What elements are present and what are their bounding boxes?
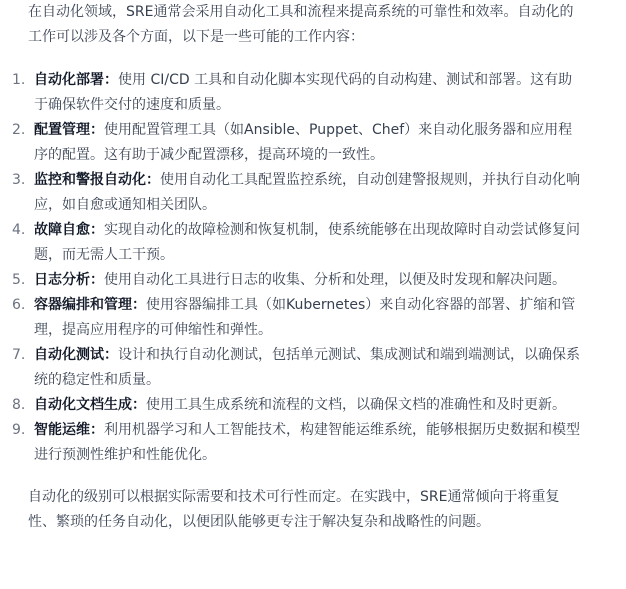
list-item-text: 使用自动化工具进行日志的收集、分析和处理，以便及时发现和解决问题。 [104, 272, 566, 288]
automation-task-list [12, 68, 582, 468]
list-item-text: 使用配置管理工具（如Ansible、Puppet、Chef）来自动化服务器和应用程序的配置。这有助于减少配置漂移，提高环境的一致性。 [34, 122, 573, 163]
list-item-text: 实现自动化的故障检测和恢复机制，使系统能够在出现故障时自动尝试修复问题，而无需人工干预。 [34, 222, 580, 263]
list-number: 9. [12, 422, 26, 438]
list-item-term: 日志分析： [34, 272, 104, 288]
list-item [12, 218, 582, 268]
list-number: 7. [12, 347, 26, 363]
list-item [12, 168, 582, 218]
list-item [12, 268, 582, 293]
list-item-term: 自动化部署： [34, 72, 118, 88]
list-number: 5. [12, 272, 26, 288]
list-number: 4. [12, 222, 26, 238]
list-item [12, 343, 582, 393]
list-item-text: 设计和执行自动化测试，包括单元测试、集成测试和端到端测试，以确保系统的稳定性和质量。 [34, 347, 580, 388]
list-number: 8. [12, 397, 26, 413]
list-item-text: 使用自动化工具配置监控系统，自动创建警报规则，并执行自动化响应，如自愈或通知相关团队。 [34, 172, 580, 213]
list-item-term: 容器编排和管理： [34, 297, 146, 313]
intro-paragraph: 在自动化领域，SRE通常会采用自动化工具和流程来提高系统的可靠性和效率。自动化的工作可以涉及各个方面，以下是一些可能的工作内容： [28, 4, 574, 45]
list-number: 6. [12, 297, 26, 313]
list-item [12, 418, 582, 468]
list-item [12, 393, 582, 418]
list-item-term: 智能运维： [34, 422, 104, 438]
list-item [12, 293, 582, 343]
list-item-text: 使用工具生成系统和流程的文档，以确保文档的准确性和及时更新。 [146, 397, 566, 413]
list-item-term: 配置管理： [34, 122, 104, 138]
list-item-term: 监控和警报自动化： [34, 172, 160, 188]
list-number: 3. [12, 172, 26, 188]
list-item-term: 故障自愈： [34, 222, 104, 238]
list-item-text: 使用容器编排工具（如Kubernetes）来自动化容器的部署、扩缩和管理，提高应用程序的可伸缩性和弹性。 [34, 297, 576, 338]
list-item-text: 利用机器学习和人工智能技术，构建智能运维系统，能够根据历史数据和模型进行预测性维护和性能优化。 [34, 422, 580, 463]
list-item-text: 使用 CI/CD 工具和自动化脚本实现代码的自动构建、测试和部署。这有助于确保软件交付的速度和质量。 [34, 72, 573, 113]
list-item [12, 68, 582, 118]
list-item-term: 自动化文档生成： [34, 397, 146, 413]
list-number: 1. [12, 72, 26, 88]
outro-paragraph: 自动化的级别可以根据实际需要和技术可行性而定。在实践中，SRE通常倾向于将重复性、繁琐的任务自动化，以便团队能够更专注于解决复杂和战略性的问题。 [28, 489, 560, 530]
list-item [12, 118, 582, 168]
list-item-term: 自动化测试： [34, 347, 118, 363]
list-number: 2. [12, 122, 26, 138]
